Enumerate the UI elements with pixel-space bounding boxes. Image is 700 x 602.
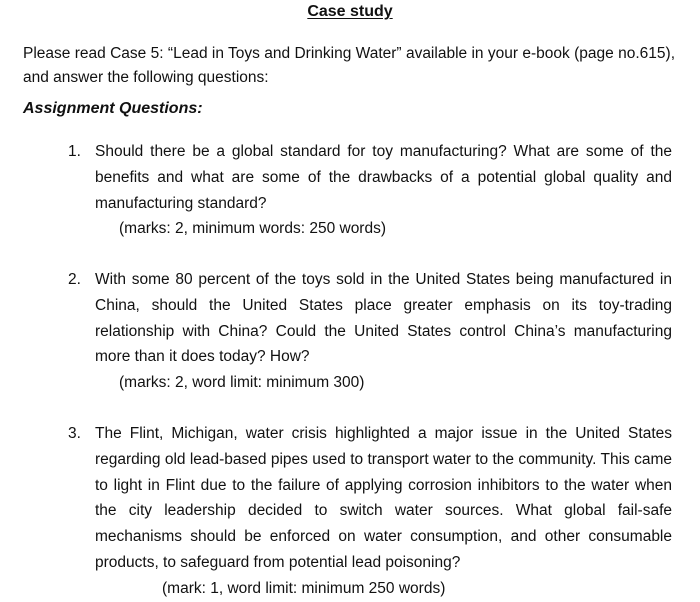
question-number: 1. [68,143,81,160]
question-text: The Flint, Michigan, water crisis highlighted a major issue in the United States regarding old lead-based pipes used to transport water to the community. This came to light in Flint due to the failure of applying corrosion inhibitors to the water when the city leadership decided to switch water sources. What global fail-safe mechanisms should be enforced on water consumption, and other consumable products, to safeguard from potential lead poisoning? [95,425,672,571]
question-text: Should there be a global standard for toy manufacturing? What are some of the benefits and what are some of the drawbacks of a potential global quality and manufacturing standard? [95,143,672,212]
question-body [95,139,672,242]
intro-paragraph: Please read Case 5: “Lead in Toys and Drinking Water” available in your e-book (page no.615), and answer the following questions: [23,45,675,86]
question-number: 3. [68,425,81,442]
question-body [95,267,672,396]
question-marks: (marks: 2, word limit: minimum 300) [119,374,365,392]
question-body [95,421,672,602]
question-item [68,267,672,396]
question-number: 2. [68,271,81,288]
question-marks: (mark: 1, word limit: minimum 250 words) [162,579,446,597]
page-title: Case study [307,3,393,20]
question-text: With some 80 percent of the toys sold in the United States being manufactured in China, should the United States place greater emphasis on its toy-trading relationship with China? Could the United States control China’s manufacturing more than it does today? How? [95,271,672,366]
question-marks: (marks: 2, minimum words: 250 words) [119,220,387,238]
question-item [68,421,672,602]
assignment-heading: Assignment Questions: [23,100,203,117]
question-item [68,139,672,242]
